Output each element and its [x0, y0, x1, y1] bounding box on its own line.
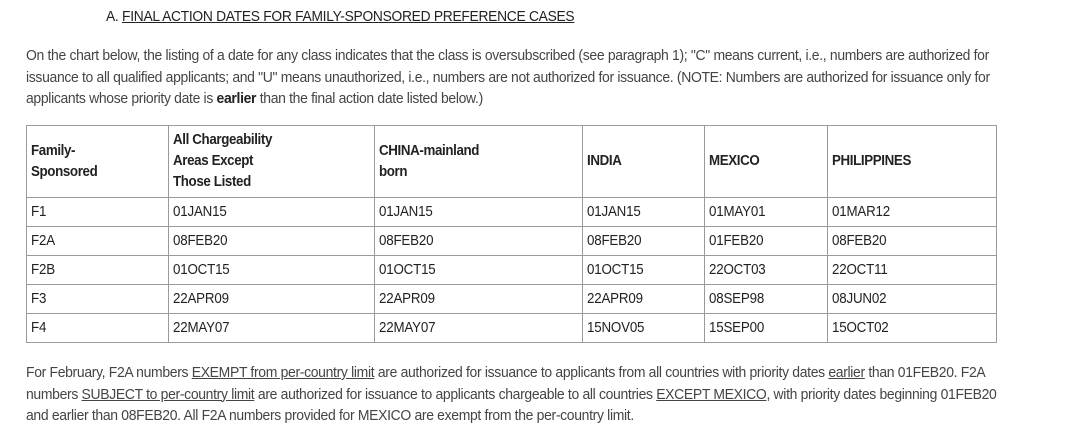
section-heading — [106, 7, 574, 27]
footer-text-4: are authorized for issuance to applicants chargeable to all countries — [254, 385, 657, 403]
footer-text-1: For February, F2A numbers — [26, 364, 192, 381]
cell-date: 08SEP98 — [705, 285, 828, 314]
cell-date: 22APR09 — [169, 285, 375, 314]
table-row — [27, 285, 997, 314]
final-action-dates-table — [26, 125, 997, 343]
cell-date: 01OCT15 — [169, 256, 375, 285]
table-row — [27, 314, 997, 343]
section-title: FINAL ACTION DATES FOR FAMILY-SPONSORED PREFERENCE CASES — [122, 8, 575, 25]
cell-date: 01JAN15 — [169, 198, 375, 227]
intro-text-2: than the final action date listed below.) — [256, 90, 483, 107]
cell-date: 15NOV05 — [583, 314, 705, 343]
intro-text-1: On the chart below, the listing of a date for any class indicates that the class is oversubscribed (see paragraph 1); "C" means current, i.e., numbers are authorized for issuance to all qualified applicants; and "U" means unauthorized, i.e., numbers are not authorized for issuance. (NOTE: Numbers are authorized for issuance only for applicants whose priority date is — [26, 47, 990, 107]
cell-date: 08FEB20 — [583, 227, 705, 256]
cell-date: 01MAR12 — [828, 198, 997, 227]
cell-category: F2A — [27, 227, 169, 256]
intro-paragraph — [26, 45, 1026, 110]
header-mexico: MEXICO — [705, 126, 828, 198]
cell-date: 22APR09 — [583, 285, 705, 314]
footer-underline-earlier: earlier — [828, 364, 865, 381]
cell-date: 22APR09 — [375, 285, 583, 314]
header-family-sponsored: Family-Sponsored — [27, 126, 169, 198]
table-row — [27, 227, 997, 256]
footer-underline-subject: SUBJECT to per-country limit — [81, 385, 255, 403]
cell-date: 08JUN02 — [828, 285, 997, 314]
section-prefix: A. — [106, 8, 119, 25]
cell-date: 08FEB20 — [828, 227, 997, 256]
footer-text-2: are authorized for issuance to applicants from all countries with priority dates — [374, 364, 829, 381]
footer-text-5: , with priority dates beginning 01FEB20 and earlier than 08FEB20. All F2A numbers provided for MEXICO are exempt from the per-country limit. — [26, 385, 997, 424]
table-row — [27, 256, 997, 285]
footer-text-3: than 01FEB20. F2A numbers — [26, 364, 985, 403]
header-all-chargeability: All Chargeability Areas Except Those Listed — [169, 126, 375, 198]
intro-bold-earlier: earlier — [216, 90, 257, 107]
header-india: INDIA — [583, 126, 705, 198]
footer-underline-exempt: EXEMPT from per-country limit — [191, 364, 375, 381]
cell-date: 01FEB20 — [705, 227, 828, 256]
cell-date: 01JAN15 — [583, 198, 705, 227]
cell-category: F2B — [27, 256, 169, 285]
cell-date: 15SEP00 — [705, 314, 828, 343]
cell-category: F1 — [27, 198, 169, 227]
cell-date: 08FEB20 — [169, 227, 375, 256]
header-china: CHINA-mainland born — [375, 126, 583, 198]
header-philippines: PHILIPPINES — [828, 126, 997, 198]
cell-date: 22MAY07 — [375, 314, 583, 343]
cell-date: 01MAY01 — [705, 198, 828, 227]
cell-date: 22OCT03 — [705, 256, 828, 285]
cell-category: F4 — [27, 314, 169, 343]
cell-date: 01JAN15 — [375, 198, 583, 227]
cell-date: 01OCT15 — [583, 256, 705, 285]
table-header-row — [27, 126, 997, 198]
footer-underline-except-mexico: EXCEPT MEXICO — [656, 385, 767, 403]
cell-date: 01OCT15 — [375, 256, 583, 285]
footer-paragraph — [26, 362, 1026, 427]
table-row — [27, 198, 997, 227]
cell-date: 08FEB20 — [375, 227, 583, 256]
cell-date: 22MAY07 — [169, 314, 375, 343]
cell-category: F3 — [27, 285, 169, 314]
cell-date: 22OCT11 — [828, 256, 997, 285]
cell-date: 15OCT02 — [828, 314, 997, 343]
